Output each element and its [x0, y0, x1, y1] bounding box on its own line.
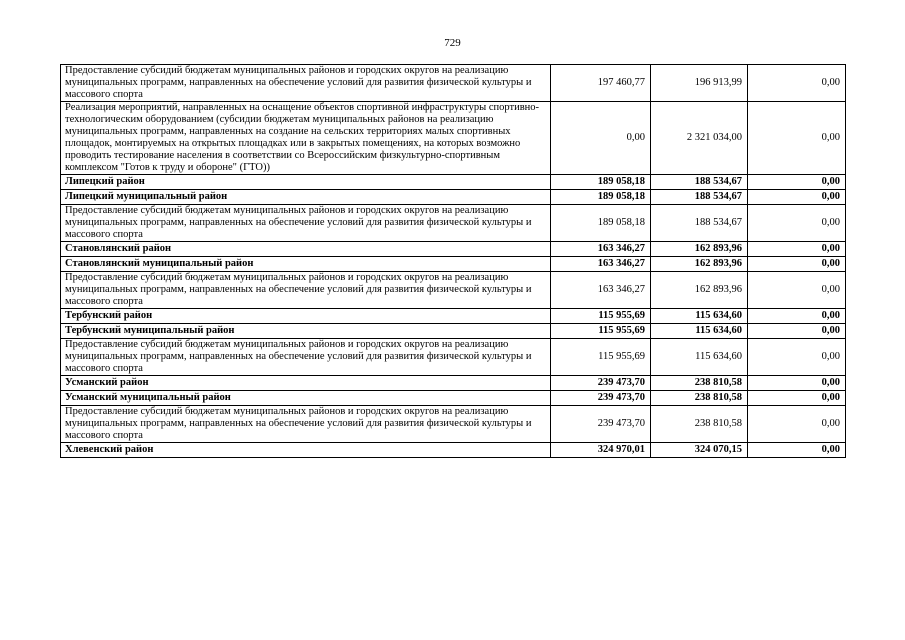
row-value-2019-cell: 197 460,77	[551, 65, 651, 102]
row-value-2020-cell: 238 810,58	[651, 391, 748, 406]
table-row-subtotal	[61, 257, 846, 272]
row-value-2020-cell: 115 634,60	[651, 339, 748, 376]
row-value-2020-cell: 162 893,96	[651, 272, 748, 309]
page-number: 729	[444, 37, 461, 49]
row-value-2021-cell: 0,00	[748, 272, 846, 309]
row-value-2021-cell: 0,00	[748, 205, 846, 242]
row-name-cell: Предоставление субсидий бюджетам муниципальных районов и городских округов на реализацию муниципальных программ, направленных на обеспечение условий для развития физической культуры и массового спорта	[61, 272, 551, 309]
row-value-2020-cell: 188 534,67	[651, 190, 748, 205]
row-value-2021-cell: 0,00	[748, 324, 846, 339]
row-name-cell: Липецкий район	[61, 175, 551, 190]
row-value-2021-cell: 0,00	[748, 339, 846, 376]
table-row	[61, 406, 846, 443]
table-row	[61, 272, 846, 309]
row-name-cell: Тербунский муниципальный район	[61, 324, 551, 339]
row-value-2021-cell: 0,00	[748, 175, 846, 190]
row-name-cell: Тербунский район	[61, 309, 551, 324]
row-value-2020-cell: 115 634,60	[651, 324, 748, 339]
row-value-2019-cell: 239 473,70	[551, 406, 651, 443]
row-value-2021-cell: 0,00	[748, 65, 846, 102]
table-row-subtotal	[61, 443, 846, 458]
row-value-2019-cell: 115 955,69	[551, 339, 651, 376]
budget-table	[60, 64, 846, 458]
row-value-2021-cell: 0,00	[748, 190, 846, 205]
row-value-2021-cell: 0,00	[748, 443, 846, 458]
table-row-subtotal	[61, 391, 846, 406]
row-name-cell: Реализация мероприятий, направленных на оснащение объектов спортивной инфраструктуры спортивно-технологическим оборудованием (субсидии бюджетам муниципальных районов на реализацию муниципальных программ, направленных на создание на сельских территориях малых спортивных площадок, монтируемых на открытых площадках или в закрытых помещениях, на которых возможно проводить тестирование населения в соответствии со Всероссийским физкультурно-спортивным комплексом "Готов к труду и обороне" (ГТО))	[61, 102, 551, 175]
row-name-cell: Усманский муниципальный район	[61, 391, 551, 406]
budget-table-body	[61, 65, 846, 458]
table-row	[61, 102, 846, 175]
row-value-2021-cell: 0,00	[748, 406, 846, 443]
row-value-2019-cell: 239 473,70	[551, 376, 651, 391]
row-name-cell: Хлевенский район	[61, 443, 551, 458]
row-value-2019-cell: 239 473,70	[551, 391, 651, 406]
row-value-2021-cell: 0,00	[748, 309, 846, 324]
row-name-cell: Липецкий муниципальный район	[61, 190, 551, 205]
row-name-cell: Становлянский муниципальный район	[61, 257, 551, 272]
row-value-2020-cell: 188 534,67	[651, 205, 748, 242]
table-row-subtotal	[61, 309, 846, 324]
row-value-2021-cell: 0,00	[748, 376, 846, 391]
table-row	[61, 339, 846, 376]
row-value-2020-cell: 2 321 034,00	[651, 102, 748, 175]
row-value-2019-cell: 189 058,18	[551, 190, 651, 205]
row-name-cell: Усманский район	[61, 376, 551, 391]
row-value-2020-cell: 196 913,99	[651, 65, 748, 102]
row-value-2021-cell: 0,00	[748, 242, 846, 257]
row-value-2020-cell: 162 893,96	[651, 257, 748, 272]
row-value-2019-cell: 0,00	[551, 102, 651, 175]
row-value-2019-cell: 115 955,69	[551, 324, 651, 339]
table-row-subtotal	[61, 175, 846, 190]
row-value-2020-cell: 115 634,60	[651, 309, 748, 324]
table-row-subtotal	[61, 324, 846, 339]
row-value-2021-cell: 0,00	[748, 391, 846, 406]
row-value-2019-cell: 163 346,27	[551, 242, 651, 257]
row-value-2020-cell: 238 810,58	[651, 376, 748, 391]
row-name-cell: Предоставление субсидий бюджетам муниципальных районов и городских округов на реализацию муниципальных программ, направленных на обеспечение условий для развития физической культуры и массового спорта	[61, 339, 551, 376]
row-value-2019-cell: 189 058,18	[551, 205, 651, 242]
row-value-2020-cell: 324 070,15	[651, 443, 748, 458]
row-name-cell: Предоставление субсидий бюджетам муниципальных районов и городских округов на реализацию муниципальных программ, направленных на обеспечение условий для развития физической культуры и массового спорта	[61, 65, 551, 102]
row-value-2021-cell: 0,00	[748, 102, 846, 175]
table-row-subtotal	[61, 376, 846, 391]
row-name-cell: Предоставление субсидий бюджетам муниципальных районов и городских округов на реализацию муниципальных программ, направленных на обеспечение условий для развития физической культуры и массового спорта	[61, 205, 551, 242]
table-row	[61, 65, 846, 102]
row-value-2019-cell: 163 346,27	[551, 257, 651, 272]
row-value-2019-cell: 324 970,01	[551, 443, 651, 458]
row-value-2020-cell: 188 534,67	[651, 175, 748, 190]
row-value-2019-cell: 189 058,18	[551, 175, 651, 190]
row-value-2021-cell: 0,00	[748, 257, 846, 272]
row-value-2019-cell: 163 346,27	[551, 272, 651, 309]
row-value-2019-cell: 115 955,69	[551, 309, 651, 324]
row-value-2020-cell: 238 810,58	[651, 406, 748, 443]
table-row-subtotal	[61, 242, 846, 257]
table-row	[61, 205, 846, 242]
row-name-cell: Становлянский район	[61, 242, 551, 257]
row-name-cell: Предоставление субсидий бюджетам муниципальных районов и городских округов на реализацию муниципальных программ, направленных на обеспечение условий для развития физической культуры и массового спорта	[61, 406, 551, 443]
table-row-subtotal	[61, 190, 846, 205]
row-value-2020-cell: 162 893,96	[651, 242, 748, 257]
